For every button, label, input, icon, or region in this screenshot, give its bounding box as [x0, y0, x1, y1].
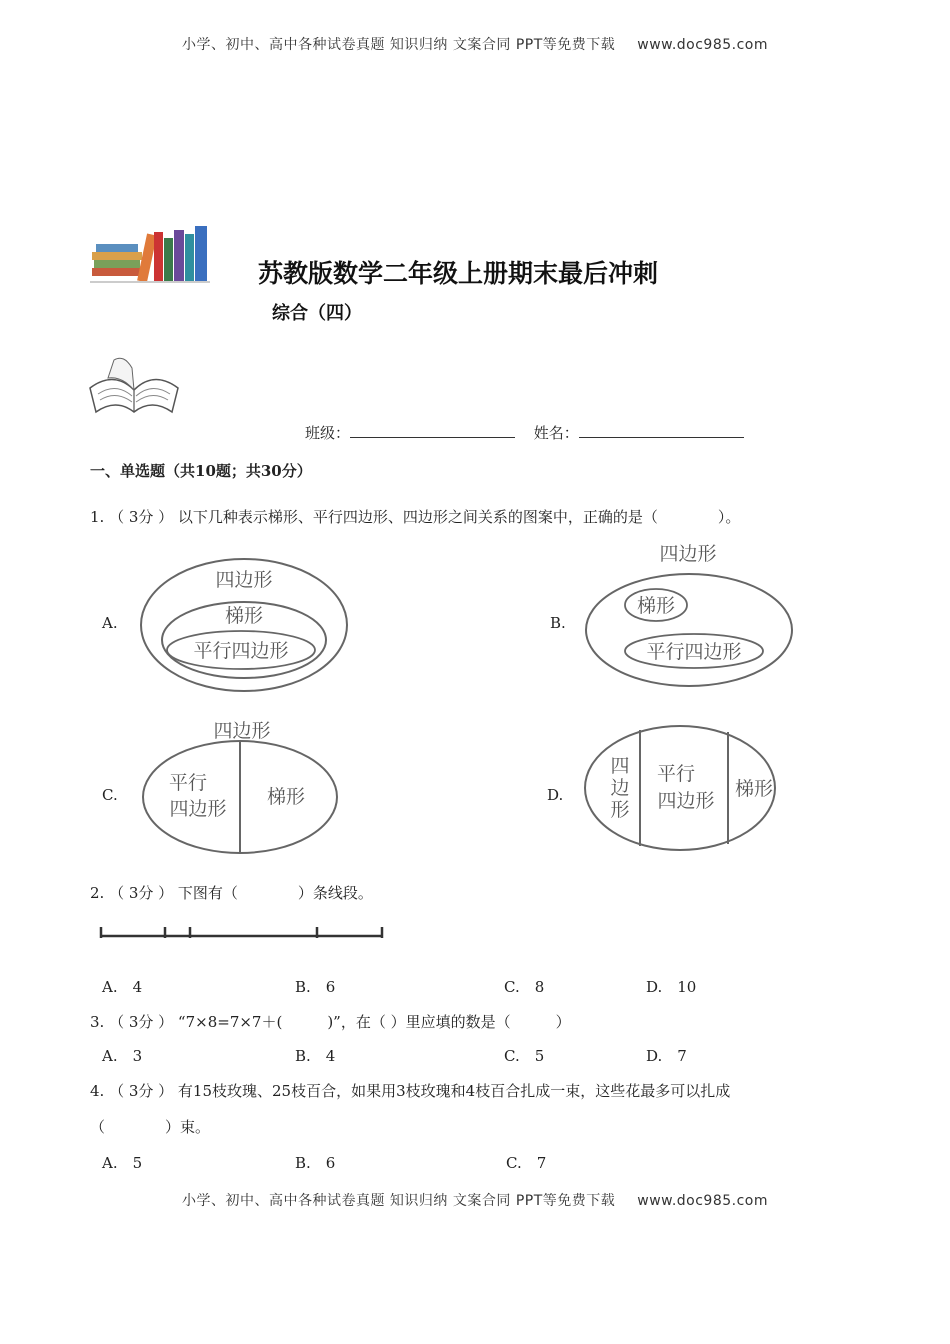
q2-segment-figure	[98, 924, 388, 944]
q3-option-d[interactable]: D. 7	[646, 1047, 687, 1065]
question-3-text: 3. （ 3分 ） “7×8=7×7＋( )”，在（ ）里应填的数是（ ）	[90, 1013, 571, 1031]
q3-option-c[interactable]: C. 5	[504, 1047, 545, 1065]
q1-option-c[interactable]: C.	[102, 786, 118, 804]
books-illustration	[90, 224, 212, 284]
class-label: 班级：	[305, 424, 351, 442]
q1c-label-trap: 梯形	[266, 786, 306, 808]
q4-option-c[interactable]: C. 7	[506, 1154, 547, 1172]
q1d-label-para1: 平行	[656, 763, 696, 785]
q1d-label-para2: 四边形	[657, 790, 715, 812]
q1-option-b[interactable]: B.	[550, 614, 566, 632]
q1-diagram-c	[140, 715, 345, 860]
question-4-text-cont: （ ）束。	[90, 1118, 211, 1136]
q2-option-a[interactable]: A. 4	[102, 978, 143, 996]
q1-diagram-b	[584, 540, 799, 690]
name-field[interactable]	[579, 423, 744, 438]
q1a-label-trap: 梯形	[224, 605, 264, 627]
open-book-icon	[84, 350, 184, 420]
q1a-label-quad: 四边形	[215, 569, 273, 591]
q2-option-d[interactable]: D. 10	[646, 978, 697, 996]
q1c-label-quad: 四边形	[213, 720, 271, 742]
header-url[interactable]: www.doc985.com	[637, 37, 769, 53]
page-footer	[0, 1190, 950, 1210]
q1d-label-trap: 梯形	[734, 778, 774, 800]
q1c-label-para2: 四边形	[169, 798, 227, 820]
q4-option-a[interactable]: A. 5	[102, 1154, 143, 1172]
question-1-text: 1. （ 3分 ） 以下几种表示梯形、平行四边形、四边形之间关系的图案中，正确的是（ ）。	[90, 508, 741, 526]
section-heading: 一、单选题（共10题；共30分）	[90, 462, 312, 480]
q1d-label-bian: 边	[610, 777, 630, 799]
q3-option-b[interactable]: B. 4	[295, 1047, 336, 1065]
q1-option-d[interactable]: D.	[547, 786, 564, 804]
q3-option-a[interactable]: A. 3	[102, 1047, 143, 1065]
footer-url[interactable]: www.doc985.com	[637, 1193, 769, 1209]
header-text: 小学、初中、高中各种试卷真题 知识归纳 文案合同 PPT等免费下载	[181, 37, 616, 53]
name-label: 姓名：	[533, 424, 579, 442]
q1c-label-para1: 平行	[168, 772, 208, 794]
footer-text: 小学、初中、高中各种试卷真题 知识归纳 文案合同 PPT等免费下载	[181, 1193, 616, 1209]
q1a-label-para: 平行四边形	[193, 640, 289, 662]
q4-option-b[interactable]: B. 6	[295, 1154, 336, 1172]
q1b-label-para: 平行四边形	[646, 641, 742, 663]
page-title: 苏教版数学二年级上册期末最后冲刺	[258, 259, 659, 288]
question-4-text: 4. （ 3分 ） 有15枝玫瑰、25枝百合，如果用3枝玫瑰和4枝百合扎成一束，这些花最多可以扎成	[90, 1082, 731, 1100]
q2-option-c[interactable]: C. 8	[504, 978, 545, 996]
class-field[interactable]	[350, 423, 515, 438]
q2-option-b[interactable]: B. 6	[295, 978, 336, 996]
q1-option-a[interactable]: A.	[102, 614, 118, 632]
q1-diagram-d	[582, 720, 782, 855]
student-info	[305, 422, 758, 443]
page-subtitle: 综合（四）	[272, 303, 362, 324]
q1-diagram-a	[138, 556, 353, 696]
question-2-text: 2. （ 3分 ） 下图有（ ）条线段。	[90, 884, 373, 902]
q1b-label-trap: 梯形	[636, 595, 676, 617]
q1d-label-xing: 形	[610, 799, 630, 821]
q1d-label-si: 四	[610, 755, 630, 777]
page-header	[0, 34, 950, 54]
q1b-label-quad: 四边形	[659, 543, 717, 565]
